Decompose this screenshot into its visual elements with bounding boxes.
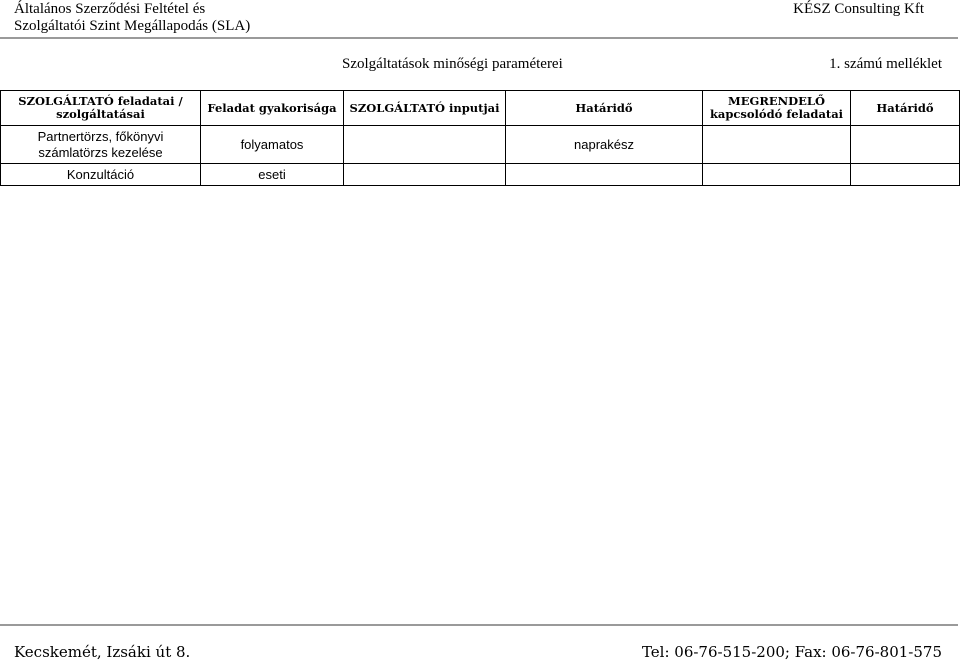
column-header-tasks: SZOLGÁLTATÓ feladatai / szolgáltatásai xyxy=(1,91,201,126)
table-cell xyxy=(344,164,506,186)
table-cell xyxy=(851,164,960,186)
footer-divider xyxy=(0,624,958,626)
annex-label: 1. számú melléklet xyxy=(829,56,942,72)
document-title-line1: Általános Szerződési Feltétel és xyxy=(14,1,206,17)
column-header-deadline: Határidő xyxy=(506,91,703,126)
column-header-frequency: Feladat gyakorisága xyxy=(201,91,344,126)
sla-table xyxy=(0,90,960,186)
column-header-provider-inputs: SZOLGÁLTATÓ inputjai xyxy=(344,91,506,126)
header-divider xyxy=(0,37,958,39)
table-cell: Konzultáció xyxy=(1,164,201,186)
table-cell: naprakész xyxy=(506,126,703,164)
table-cell xyxy=(506,164,703,186)
footer-address: Kecskemét, Izsáki út 8. xyxy=(14,643,191,661)
table-cell xyxy=(344,126,506,164)
table-cell: Partnertörzs, főkönyvi számlatörzs kezelése xyxy=(1,126,201,164)
document-title xyxy=(14,1,250,35)
table-cell xyxy=(703,126,851,164)
table-cell xyxy=(851,126,960,164)
section-title: Szolgáltatások minőségi paraméterei xyxy=(342,56,563,72)
company-name: KÉSZ Consulting Kft xyxy=(793,1,924,17)
table-row xyxy=(1,126,960,164)
column-header-client-deadline: Határidő xyxy=(851,91,960,126)
table-cell xyxy=(703,164,851,186)
table-header-row xyxy=(1,91,960,126)
column-header-client-tasks: MEGRENDELŐ kapcsolódó feladatai xyxy=(703,91,851,126)
footer-contact: Tel: 06-76-515-200; Fax: 06-76-801-575 xyxy=(641,643,942,661)
table-row xyxy=(1,164,960,186)
document-title-line2: Szolgáltatói Szint Megállapodás (SLA) xyxy=(14,18,251,34)
table-cell: eseti xyxy=(201,164,344,186)
table-cell: folyamatos xyxy=(201,126,344,164)
